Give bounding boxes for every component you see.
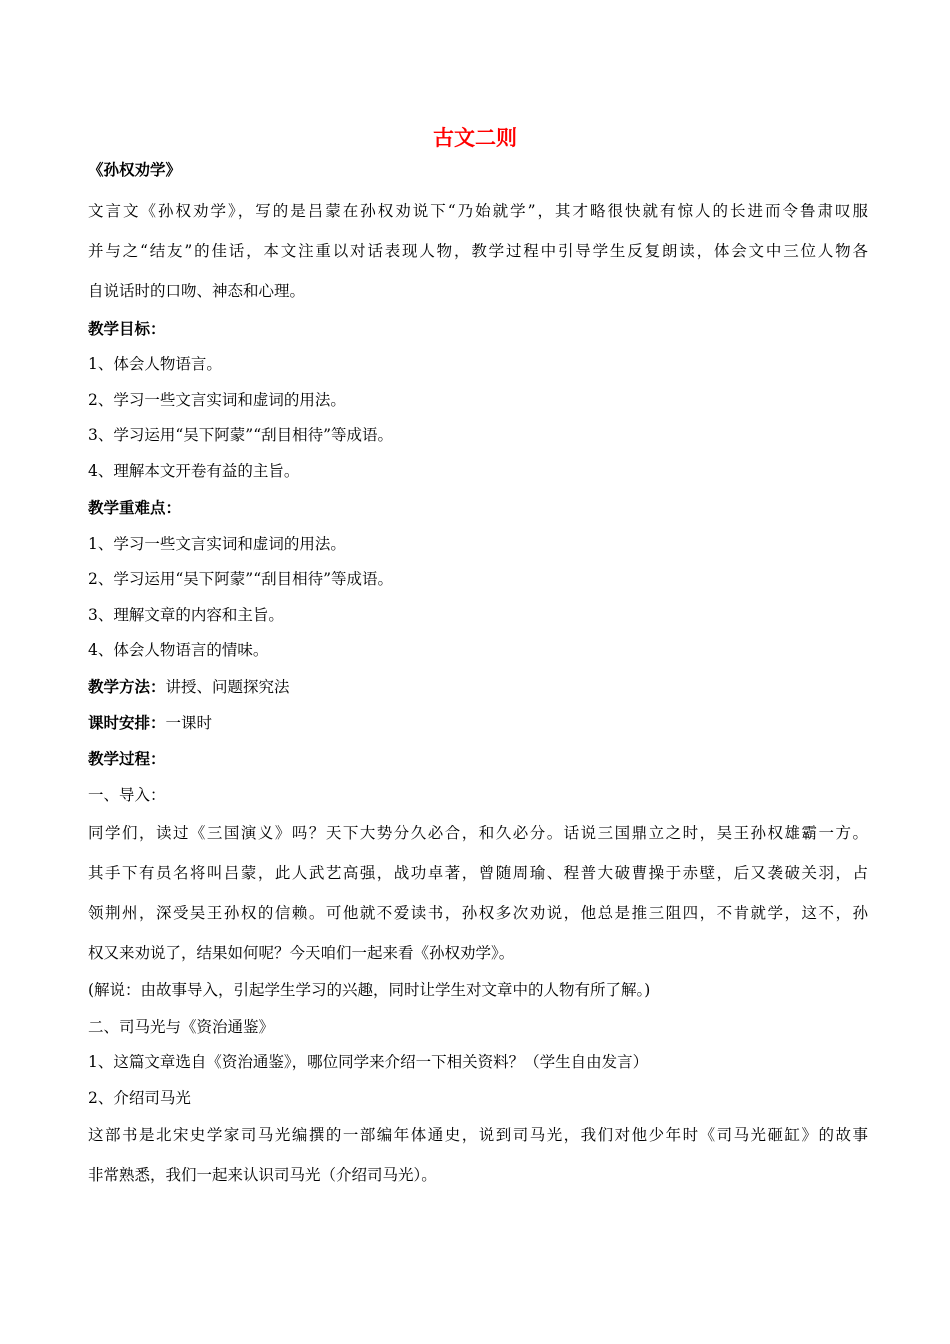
schedule-line: [88, 712, 868, 734]
intro-line-3: 自说话时的口吻、神态和心理。: [88, 282, 306, 300]
keypoint-item: 4、体会人物语言的情味。: [88, 641, 269, 659]
section-heading-sima-guang: 二、司马光与《资治通鉴》: [88, 1018, 275, 1036]
goal-item: 3、学习运用“吴下阿蒙”“刮目相待”等成语。: [88, 426, 394, 444]
goal-item: 1、体会人物语言。: [88, 355, 222, 373]
keypoint-item: 3、理解文章的内容和主旨。: [88, 606, 284, 624]
section-heading-intro: 一、导入：: [88, 786, 166, 804]
intro-line-1: 文言文《孙权劝学》，写的是吕蒙在孙权劝说下“乃始就学”，其才略很快就有惊人的长进而令鲁肃叹服: [88, 202, 868, 220]
process-item: 1、这篇文章选自《资治通鉴》，哪位同学来介绍一下相关资料？（学生自由发言）: [88, 1053, 649, 1071]
intro-line-2: 并与之“结友”的佳话，本文注重以对话表现人物，教学过程中引导学生反复朗读，体会文中三位人物各: [88, 242, 868, 260]
document-title: 古文二则: [433, 126, 517, 150]
schedule-value: 一课时: [165, 714, 213, 732]
keypoint-item: 2、学习运用“吴下阿蒙”“刮目相待”等成语。: [88, 570, 394, 588]
schedule-label: 课时安排：: [88, 714, 166, 732]
commentary-note: (解说：由故事导入，引起学生学习的兴趣，同时让学生对文章中的人物有所了解。): [88, 981, 651, 999]
sima-guang-paragraph-line-2: 非常熟悉，我们一起来认识司马光（介绍司马光）。: [88, 1166, 437, 1184]
sima-guang-paragraph-line-1: 这部书是北宋史学家司马光编撰的一部编年体通史，说到司马光，我们对他少年时《司马光砸缸》的故事: [88, 1126, 868, 1144]
method-line: [88, 676, 868, 698]
process-heading: 教学过程：: [88, 750, 166, 768]
intro-paragraph-line-1: 同学们，读过《三国演义》吗？天下大势分久必合，和久必分。话说三国鼎立之时，吴王孙权雄霸一方。: [88, 824, 868, 842]
intro-paragraph-line-3: 领荆州，深受吴王孙权的信赖。可他就不爱读书，孙权多次劝说，他总是推三阻四，不肯就学，这不，孙: [88, 904, 868, 922]
goal-item: 2、学习一些文言实词和虚词的用法。: [88, 391, 346, 409]
lesson-subtitle: 《孙权劝学》: [88, 161, 182, 179]
goal-item: 4、理解本文开卷有益的主旨。: [88, 462, 300, 480]
intro-paragraph-line-4: 权又来劝说了，结果如何呢？今天咱们一起来看《孙权劝学》。: [88, 944, 515, 962]
process-item: 2、介绍司马光: [88, 1089, 191, 1107]
keypoints-heading: 教学重难点：: [88, 499, 182, 517]
method-value: 讲授、问题探究法: [165, 678, 290, 696]
method-label: 教学方法：: [88, 678, 166, 696]
goals-heading: 教学目标：: [88, 320, 166, 338]
keypoint-item: 1、学习一些文言实词和虚词的用法。: [88, 535, 346, 553]
intro-paragraph-line-2: 其手下有员名将叫吕蒙，此人武艺高强，战功卓著，曾随周瑜、程普大破曹操于赤壁，后又袭破关羽，占: [88, 864, 868, 882]
